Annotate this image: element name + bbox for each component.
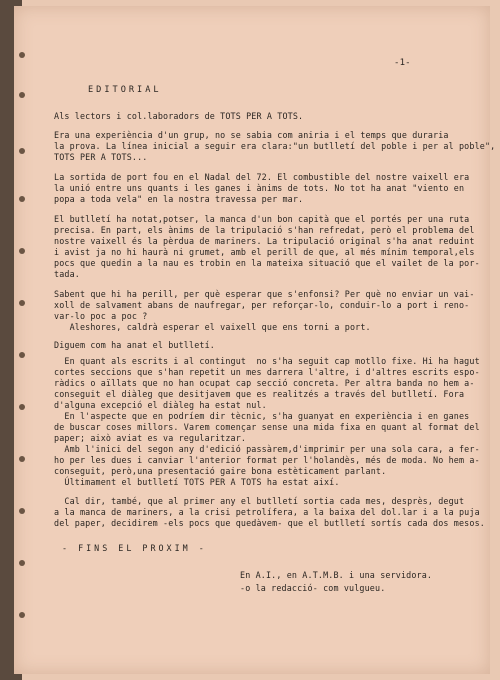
paragraph-line: tada. [54, 269, 80, 279]
paragraph-line: precisa. En part, els ànims de la tripulació s'han refredat, però el problema del [54, 225, 475, 235]
paragraph-line: var-lo poc a poc ? [54, 311, 148, 321]
signature-line: En A.I., en A.T.M.B. i una servidora. [240, 570, 433, 580]
binding-hole [19, 248, 25, 254]
paragraph-line: Amb l'inici del segon any d'edició passàrem,d'imprimir per una sola cara, a fer- [54, 444, 480, 454]
signoff: - FINS EL PROXIM - [62, 543, 207, 553]
paragraph-line: la prova. La línea inicial a seguir era clara:"un butlletí del poble i per al poble", [54, 141, 496, 151]
paragraph-line: Diguem com ha anat el butlletí. [54, 340, 215, 350]
binding-hole [19, 148, 25, 154]
paragraph-line: Era una experiència d'un grup, no se sabia com aniria i el temps que duraria [54, 130, 449, 140]
binding-hole [19, 508, 25, 514]
paragraph-line: TOTS PER A TOTS... [54, 152, 148, 162]
paragraph-line: d'alguna excepció el diàleg ha estat nul. [54, 400, 267, 410]
paragraph-line: El butlletí ha notat,potser, la manca d'un bon capità que el portés per una ruta [54, 214, 470, 224]
paragraph-line: cortes seccions que s'han repetit un mes darrera l'altre, i d'altres escrits espo- [54, 367, 480, 377]
paragraph-line: En quant als escrits i al contingut no s'ha seguit cap motllo fixe. Hi ha hagut [54, 356, 480, 366]
paragraph-line: pocs que quedin a la nau es trobin en la mateixa situació que el vailet de la por- [54, 258, 480, 268]
binding-hole [19, 52, 25, 58]
paragraph-line: nostre vaixell és la pèrdua de mariners. La tripulació original s'ha anat reduint [54, 236, 475, 246]
binding-hole [19, 612, 25, 618]
paragraph-line: del paper, decidirem -els pocs que quedàvem- que el butlletí sortís cada dos mesos. [54, 518, 485, 528]
paragraph-line: paper; això aviat es va regularitzar. [54, 433, 247, 443]
paragraph-line: La sortida de port fou en el Nadal del 72. El combustible del nostre vaixell era [54, 172, 470, 182]
binding-hole [19, 456, 25, 462]
editorial-title: EDITORIAL [88, 85, 162, 95]
paragraph-line: conseguit el diàleg que desitjavem que es realitzés a través del butlletí. Fora [54, 389, 465, 399]
paragraph-line: popa a toda vela" en la nostra travessa per mar. [54, 194, 304, 204]
binding-hole [19, 404, 25, 410]
paragraph-line: de buscar coses millors. Varem començar sense una mida fixa en quant al format del [54, 422, 480, 432]
binding-hole [19, 560, 25, 566]
paragraph-line: la unió entre uns quants i les ganes i ànims de tots. No tot ha anat "viento en [54, 183, 465, 193]
binding-hole [19, 352, 25, 358]
paragraph-line: i avist ja no hi haurà ni grumet, amb el perill de que, al més mínim temporal,els [54, 247, 475, 257]
paragraph-line: En l'aspecte que en podríem dir tècnic, s'ha guanyat en experiència i en ganes [54, 411, 470, 421]
greeting: Als lectors i col.laboradors de TOTS PER A TOTS. [54, 111, 304, 121]
paragraph-line: Cal dir, també, que al primer any el butlletí sortia cada mes, desprès, degut [54, 496, 465, 506]
binding-hole [19, 92, 25, 98]
paragraph-line: xoll de salvament abans de naufregar, per reforçar-lo, conduir-lo a port i reno- [54, 300, 470, 310]
binding-hole [19, 196, 25, 202]
paragraph-line: ho per les dues i canviar l'anterior format per l'holandès, més de moda. No hem a- [54, 455, 480, 465]
signature-line: -o la redacció- com vulgueu. [240, 583, 386, 593]
paragraph-line: a la manca de mariners, a la crisi petrolífera, a la baixa del dol.lar i a la puja [54, 507, 480, 517]
paragraph-line: Últimament el butlletí TOTS PER A TOTS ha estat així. [54, 477, 340, 487]
paragraph-line: conseguit, però,una presentació gaire bona estèticament parlant. [54, 466, 387, 476]
binding-hole [19, 300, 25, 306]
page-number: -1- [394, 58, 411, 68]
paragraph-line: Sabent que hi ha perill, per què esperar que s'enfonsi? Per què no enviar un vai- [54, 289, 475, 299]
paragraph-line: Aleshores, caldrà esperar el vaixell que ens torni a port. [54, 322, 371, 332]
paragraph-line: ràdics o aïllats que no han ocupat cap secció concreta. Per altra banda no hem a- [54, 378, 475, 388]
